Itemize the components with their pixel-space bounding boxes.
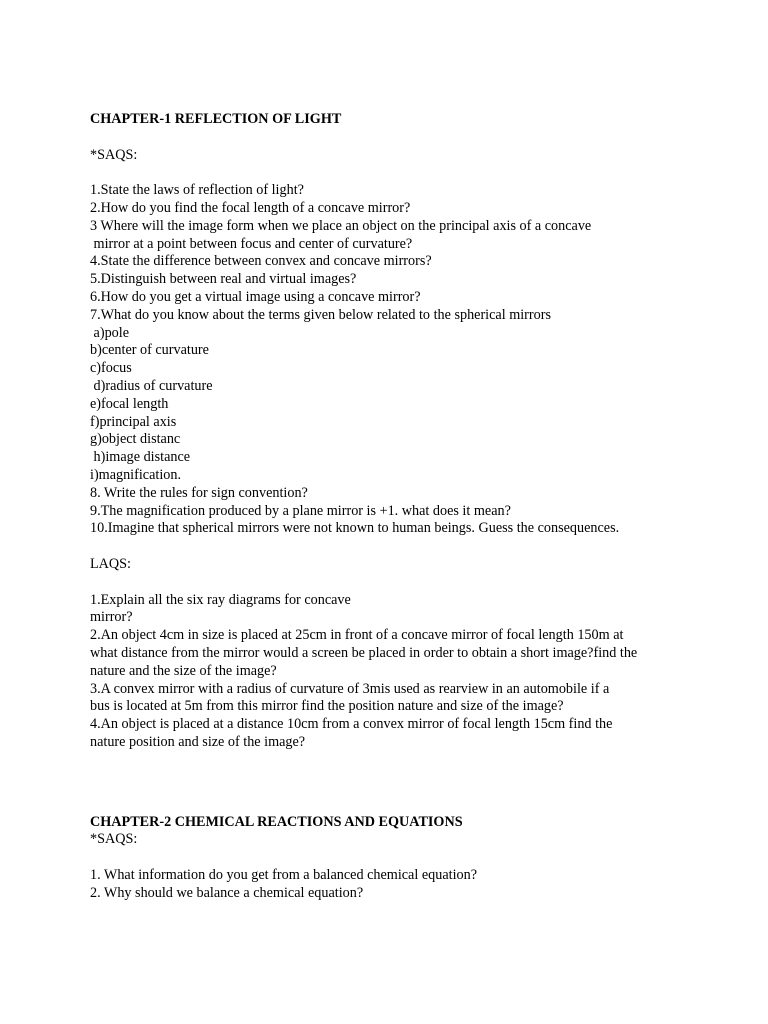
question-line: i)magnification. — [90, 466, 182, 483]
section-gap — [90, 752, 690, 814]
question-line: 8. Write the rules for sign convention? — [90, 484, 308, 501]
question-line: mirror? — [90, 609, 133, 626]
spacer — [90, 164, 690, 182]
question-line: g)object distanc — [90, 431, 181, 448]
question-line: 2.An object 4cm in size is placed at 25cm in front of a concave mirror of focal length 150m at — [90, 627, 624, 644]
question-line: 6.How do you get a virtual image using a concave mirror? — [90, 288, 421, 305]
chapter-1-laqs-label: LAQS: — [90, 555, 131, 572]
spacer — [90, 538, 690, 556]
chapter-2-saqs-list — [90, 867, 690, 903]
chapter-1-saqs-label: *SAQS: — [90, 146, 138, 163]
question-line: 1.State the laws of reflection of light? — [90, 182, 304, 199]
question-line: h)image distance — [90, 449, 191, 466]
chapter-1-title: CHAPTER-1 REFLECTION OF LIGHT — [90, 111, 342, 127]
question-line: bus is located at 5m from this mirror find the position nature and size of the image? — [90, 698, 564, 715]
chapter-1-saqs-list — [90, 182, 690, 538]
question-line: a)pole — [90, 324, 129, 341]
question-line: 7.What do you know about the terms given below related to the spherical mirrors — [90, 306, 551, 323]
question-line: b)center of curvature — [90, 342, 209, 359]
chapter-2-title: CHAPTER-2 CHEMICAL REACTIONS AND EQUATIONS — [90, 813, 463, 830]
question-line: 2.How do you find the focal length of a concave mirror? — [90, 199, 411, 216]
document-page — [90, 111, 690, 903]
question-line: nature and the size of the image? — [90, 662, 277, 679]
chapter-2-saqs-label: *SAQS: — [90, 831, 138, 848]
question-line: 9.The magnification produced by a plane mirror is +1. what does it mean? — [90, 502, 511, 519]
chapter-1-laqs-list — [90, 592, 690, 752]
question-line: 5.Distinguish between real and virtual images? — [90, 271, 357, 288]
question-line: 1.Explain all the six ray diagrams for concave — [90, 591, 351, 608]
question-line: f)principal axis — [90, 413, 177, 430]
question-line: 3 Where will the image form when we place an object on the principal axis of a concave — [90, 217, 592, 234]
question-line: 4.State the difference between convex and concave mirrors? — [90, 253, 432, 270]
question-line: e)focal length — [90, 395, 169, 412]
question-line: nature position and size of the image? — [90, 733, 306, 750]
question-line: 10.Imagine that spherical mirrors were not known to human beings. Guess the consequences. — [90, 520, 620, 537]
question-line: 1. What information do you get from a balanced chemical equation? — [90, 867, 477, 884]
question-line: mirror at a point between focus and center of curvature? — [90, 235, 413, 252]
spacer — [90, 129, 690, 147]
question-line: c)focus — [90, 360, 132, 377]
spacer — [90, 849, 690, 867]
question-line: 2. Why should we balance a chemical equation? — [90, 884, 364, 901]
question-line: what distance from the mirror would a screen be placed in order to obtain a short image?find the — [90, 644, 638, 661]
question-line: 3.A convex mirror with a radius of curvature of 3mis used as rearview in an automobile if a — [90, 680, 610, 697]
spacer — [90, 574, 690, 592]
question-line: d)radius of curvature — [90, 377, 213, 394]
question-line: 4.An object is placed at a distance 10cm from a convex mirror of focal length 15cm find the — [90, 716, 613, 733]
